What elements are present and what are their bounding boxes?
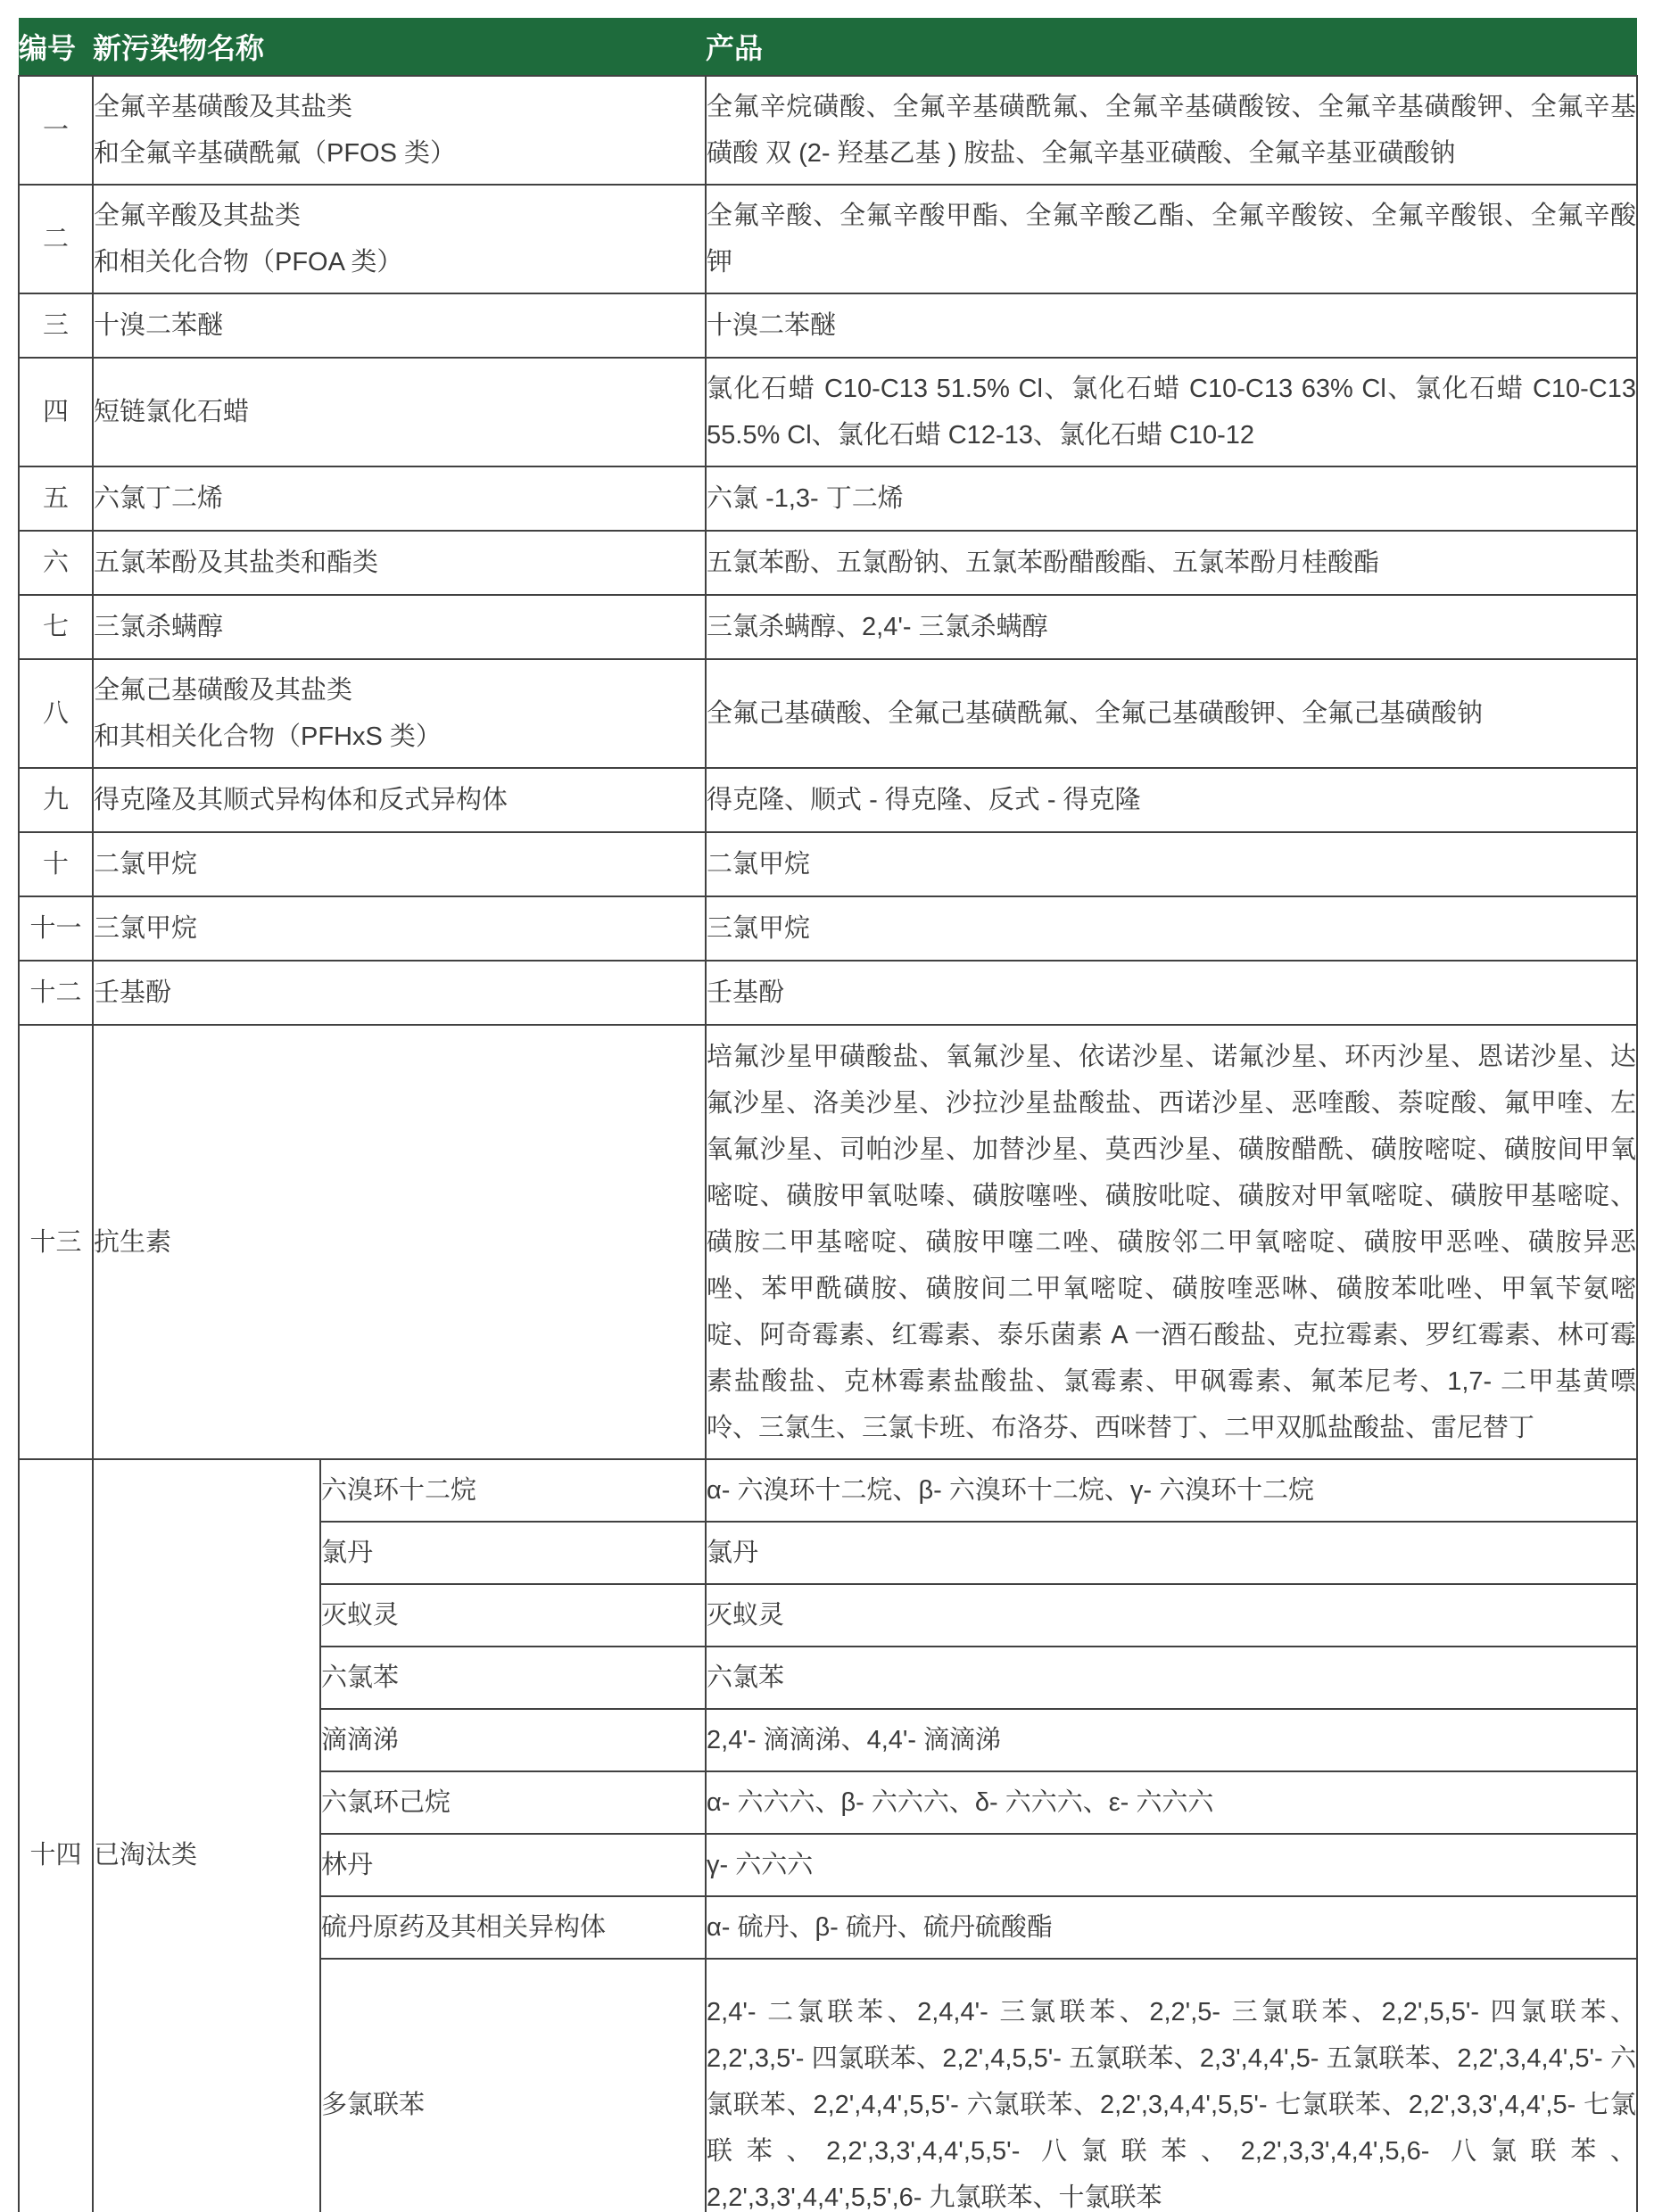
header-row [19,18,1637,76]
pollutant-name-line: 五氯苯酚及其盐类和酯类 [94,549,379,577]
sub-pollutant-name: 多氯联苯 [320,1959,706,2212]
pollutant-name-line: 和其相关化合物（PFHxS 类） [94,722,442,751]
product-list: 氯丹 [706,1522,1637,1584]
product-list: γ- 六六六 [706,1834,1637,1896]
pollutant-name-line: 和相关化合物（PFOA 类） [94,248,403,276]
header-number: 编号 [19,18,93,76]
pollutant-name [93,531,706,595]
pollutant-name [93,659,706,768]
table-row [19,832,1637,896]
product-list: 全氟辛酸、全氟辛酸甲酯、全氟辛酸乙酯、全氟辛酸铵、全氟辛酸银、全氟辛酸钾 [706,185,1637,293]
row-number: 十三 [19,1025,93,1459]
row-number: 二 [19,185,93,293]
sub-pollutant-name: 灭蚁灵 [320,1584,706,1647]
pollutant-name-line: 三氯甲烷 [94,914,198,943]
product-list: 培氟沙星甲磺酸盐、氧氟沙星、依诺沙星、诺氟沙星、环丙沙星、恩诺沙星、达氟沙星、洛美沙星、沙拉沙星盐酸盐、西诺沙星、恶喹酸、萘啶酸、氟甲喹、左氧氟沙星、司帕沙星、加替沙星、莫西沙星、磺胺醋酰、磺胺嘧啶、磺胺间甲氧嘧啶、磺胺甲氧哒嗪、磺胺噻唑、磺胺吡啶、磺胺对甲氧嘧啶、磺胺甲基嘧啶、磺胺二甲基嘧啶、磺胺甲噻二唑、磺胺邻二甲氧嘧啶、磺胺甲恶唑、磺胺异恶唑、苯甲酰磺胺、磺胺间二甲氧嘧啶、磺胺喹恶啉、磺胺苯吡唑、甲氧苄氨嘧啶、阿奇霉素、红霉素、泰乐菌素 A 一酒石酸盐、克拉霉素、罗红霉素、林可霉素盐酸盐、克林霉素盐酸盐、氯霉素、甲砜霉素、氟苯尼考、1,7- 二甲基黄嘌呤、三氯生、三氯卡班、布洛芬、西咪替丁、二甲双胍盐酸盐、雷尼替丁 [706,1025,1637,1459]
sub-pollutant-name: 氯丹 [320,1522,706,1584]
pollutant-name [93,76,706,185]
pollutant-name-line: 二氯甲烷 [94,850,198,879]
product-list: 二氯甲烷 [706,832,1637,896]
header-pollutant-name: 新污染物名称 [93,18,706,76]
pollutant-name-line: 全氟辛酸及其盐类 [94,202,302,230]
row-number: 十 [19,832,93,896]
category-name: 已淘汰类 [93,1459,320,2212]
pollutant-name [93,595,706,659]
product-list: 五氯苯酚、五氯酚钠、五氯苯酚醋酸酯、五氯苯酚月桂酸酯 [706,531,1637,595]
table-row [19,531,1637,595]
product-list: 三氯杀螨醇、2,4'- 三氯杀螨醇 [706,595,1637,659]
table-row [19,466,1637,531]
sub-pollutant-name: 硫丹原药及其相关异构体 [320,1896,706,1959]
row-number: 十四 [19,1459,93,2212]
pollutant-name [93,1025,706,1459]
row-number: 七 [19,595,93,659]
row-number: 三 [19,293,93,358]
row-number: 九 [19,768,93,832]
pollutant-name [93,185,706,293]
pollutant-name-line: 六氯丁二烯 [94,484,224,513]
row-number: 十二 [19,961,93,1025]
product-list: 全氟辛烷磺酸、全氟辛基磺酰氟、全氟辛基磺酸铵、全氟辛基磺酸钾、全氟辛基磺酸 双 (2- 羟基乙基 ) 胺盐、全氟辛基亚磺酸、全氟辛基亚磺酸钠 [706,76,1637,185]
product-list: 2,4'- 滴滴涕、4,4'- 滴滴涕 [706,1709,1637,1771]
table-row [19,659,1637,768]
product-list: 六氯苯 [706,1647,1637,1709]
table-row [19,76,1637,185]
new-pollutants-table [18,18,1638,2212]
product-list: 灭蚁灵 [706,1584,1637,1647]
table-row [19,961,1637,1025]
pollutant-name-line: 抗生素 [94,1227,172,1257]
pollutant-name-line: 三氯杀螨醇 [94,613,224,641]
sub-pollutant-name: 六氯环己烷 [320,1771,706,1834]
table-row [19,595,1637,659]
product-list: α- 六六六、β- 六六六、δ- 六六六、ε- 六六六 [706,1771,1637,1834]
pollutant-name-line: 短链氯化石蜡 [94,398,250,426]
header-product: 产品 [706,18,1637,76]
product-list: 全氟己基磺酸、全氟己基磺酰氟、全氟己基磺酸钾、全氟己基磺酸钠 [706,659,1637,768]
table-row [19,1459,1637,1522]
row-number: 五 [19,466,93,531]
pollutant-name-line: 得克隆及其顺式异构体和反式异构体 [94,786,509,814]
product-list: 得克隆、顺式 - 得克隆、反式 - 得克隆 [706,768,1637,832]
product-list: 六氯 -1,3- 丁二烯 [706,466,1637,531]
product-list: 三氯甲烷 [706,896,1637,961]
product-list: 氯化石蜡 C10-C13 51.5% Cl、氯化石蜡 C10-C13 63% Cl、氯化石蜡 C10-C13 55.5% Cl、氯化石蜡 C12-13、氯化石蜡 C10-12 [706,358,1637,466]
sub-pollutant-name: 六溴环十二烷 [320,1459,706,1522]
pollutant-name-line: 全氟辛基磺酸及其盐类 [94,93,353,121]
table-row [19,1025,1637,1459]
row-number: 六 [19,531,93,595]
pollutant-name [93,466,706,531]
table-row [19,185,1637,293]
product-list: 2,4'- 二氯联苯、2,4,4'- 三氯联苯、2,2',5- 三氯联苯、2,2',5,5'- 四氯联苯、2,2',3,5'- 四氯联苯、2,2',4,5,5'- 五氯联苯、2,3',4,4',5- 五氯联苯、2,2',3,4,4',5'- 六氯联苯、2,2',4,4',5,5'- 六氯联苯、2,2',3,4,4',5,5'- 七氯联苯、2,2',3,3',4,4',5- 七氯联苯、2,2',3,3',4,4',5,5'- 八氯联苯、2,2',3,3',4,4',5,6- 八氯联苯、2,2',3,3',4,4',5,5',6- 九氯联苯、十氯联苯 [706,1959,1637,2212]
pollutant-name-line: 壬基酚 [94,978,172,1007]
pollutant-name-line: 十溴二苯醚 [94,311,224,340]
row-number: 四 [19,358,93,466]
sub-pollutant-name: 林丹 [320,1834,706,1896]
row-number: 一 [19,76,93,185]
pollutant-name [93,832,706,896]
pollutant-name [93,961,706,1025]
row-number: 八 [19,659,93,768]
table-row [19,358,1637,466]
table-row [19,768,1637,832]
product-list: α- 六溴环十二烷、β- 六溴环十二烷、γ- 六溴环十二烷 [706,1459,1637,1522]
row-number: 十一 [19,896,93,961]
pollutant-name [93,896,706,961]
product-list: 壬基酚 [706,961,1637,1025]
sub-pollutant-name: 六氯苯 [320,1647,706,1709]
pollutant-name-line: 全氟己基磺酸及其盐类 [94,676,353,705]
product-list: 十溴二苯醚 [706,293,1637,358]
product-list: α- 硫丹、β- 硫丹、硫丹硫酸酯 [706,1896,1637,1959]
pollutant-name-line: 和全氟辛基磺酰氟（PFOS 类） [94,139,457,168]
pollutant-name [93,768,706,832]
table-row [19,896,1637,961]
pollutant-name [93,358,706,466]
sub-pollutant-name: 滴滴涕 [320,1709,706,1771]
table-row [19,293,1637,358]
pollutant-name [93,293,706,358]
